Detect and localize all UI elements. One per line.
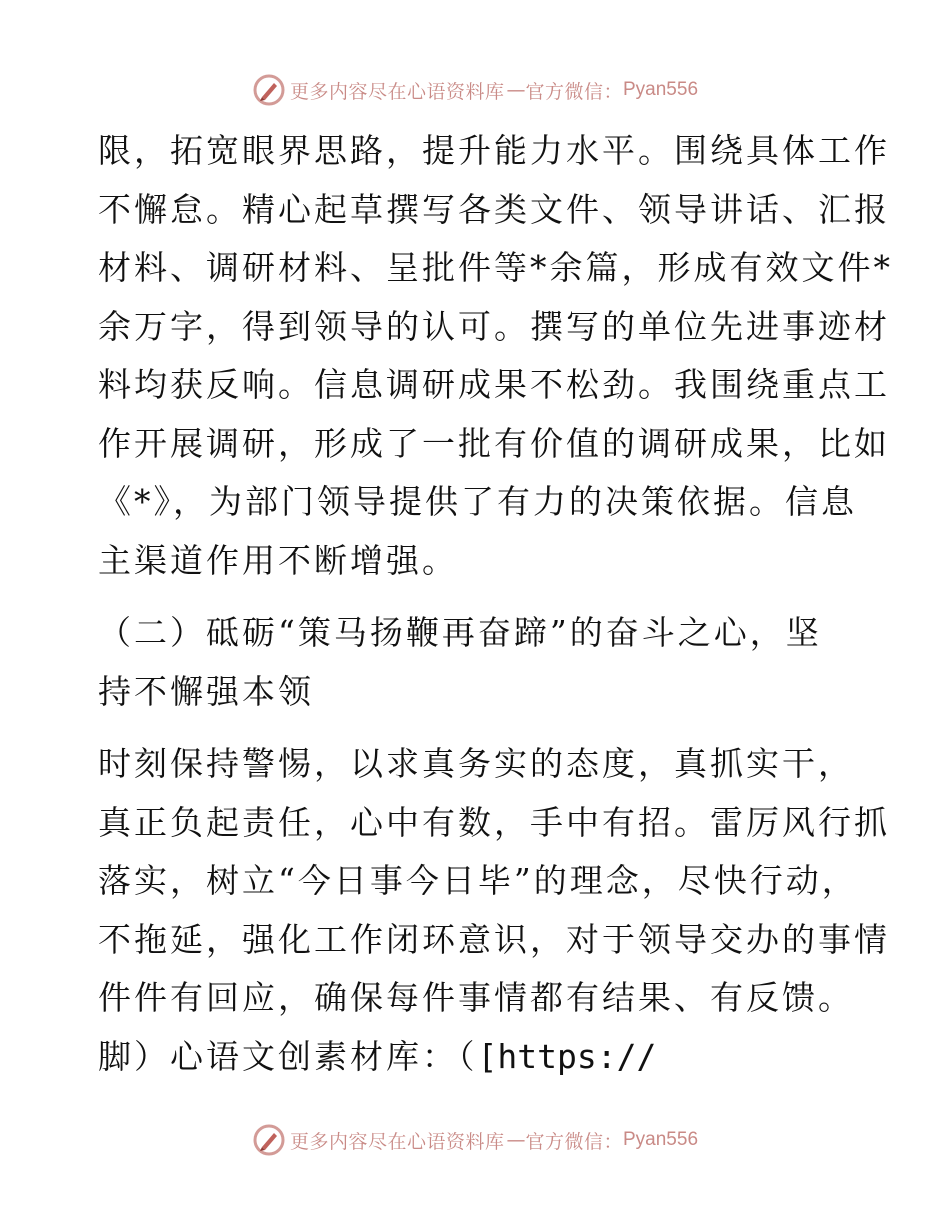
text-line: 件件有回应，确保每件事情都有结果、有反馈。 (98, 978, 854, 1017)
text-line: 真正负起责任，心中有数，手中有招。雷厉风行抓 (98, 802, 890, 842)
text-line: 作开展调研，形成了一批有价值的调研成果，比如 (98, 423, 890, 463)
text-line: 料均获反响。信息调研成果不松劲。我围绕重点工 (98, 365, 890, 404)
text-line: 主渠道作用不断增强。 (98, 540, 458, 580)
watermark-text: 更多内容尽在心语资料库 (289, 80, 505, 103)
watermark-id: Pyan556 (623, 1129, 699, 1150)
text-line: 材料、调研材料、呈批件等*余篇，形成有效文件* (98, 248, 893, 287)
text-line: 不懈怠。精心起草撰写各类文件、领导讲话、汇报 (98, 189, 890, 229)
text-line: 余万字，得到领导的认可。撰写的单位先进事迹材 (98, 306, 890, 346)
watermark-separator: — (506, 1129, 526, 1151)
watermark-label: 官方微信： (525, 80, 623, 103)
text-line: 不拖延，强化工作闭环意识，对于领导交办的事情 (98, 919, 890, 959)
document-body (98, 122, 893, 1086)
text-line: 时刻保持警惕，以求真务实的态度，真抓实干， (98, 744, 854, 783)
watermark-separator: — (506, 79, 526, 101)
section-heading: 持不懈强本领 (98, 671, 314, 711)
text-line: 《*》，为部门领导提供了有力的决策依据。信息 (98, 482, 857, 521)
pen-logo-icon (252, 73, 286, 107)
header-watermark (0, 70, 950, 110)
last-line-text: 脚）心语文创素材库：（ (98, 1036, 478, 1076)
watermark-id: Pyan556 (623, 79, 699, 100)
footer-watermark (0, 1120, 950, 1160)
section-heading: （二）砥砺“策马扬鞭再奋蹄”的奋斗之心，坚 (98, 613, 822, 652)
text-line: 落实，树立“今日事今日毕”的理念，尽快行动， (98, 861, 858, 900)
text-line: 限，拓宽眼界思路，提升能力水平。围绕具体工作 (98, 131, 890, 170)
watermark-text: 更多内容尽在心语资料库 (289, 1130, 505, 1153)
text-line-last (98, 1028, 850, 1087)
watermark-label: 官方微信： (525, 1130, 623, 1153)
pen-logo-icon (252, 1123, 286, 1157)
last-line-link: [https:// (477, 1036, 657, 1076)
